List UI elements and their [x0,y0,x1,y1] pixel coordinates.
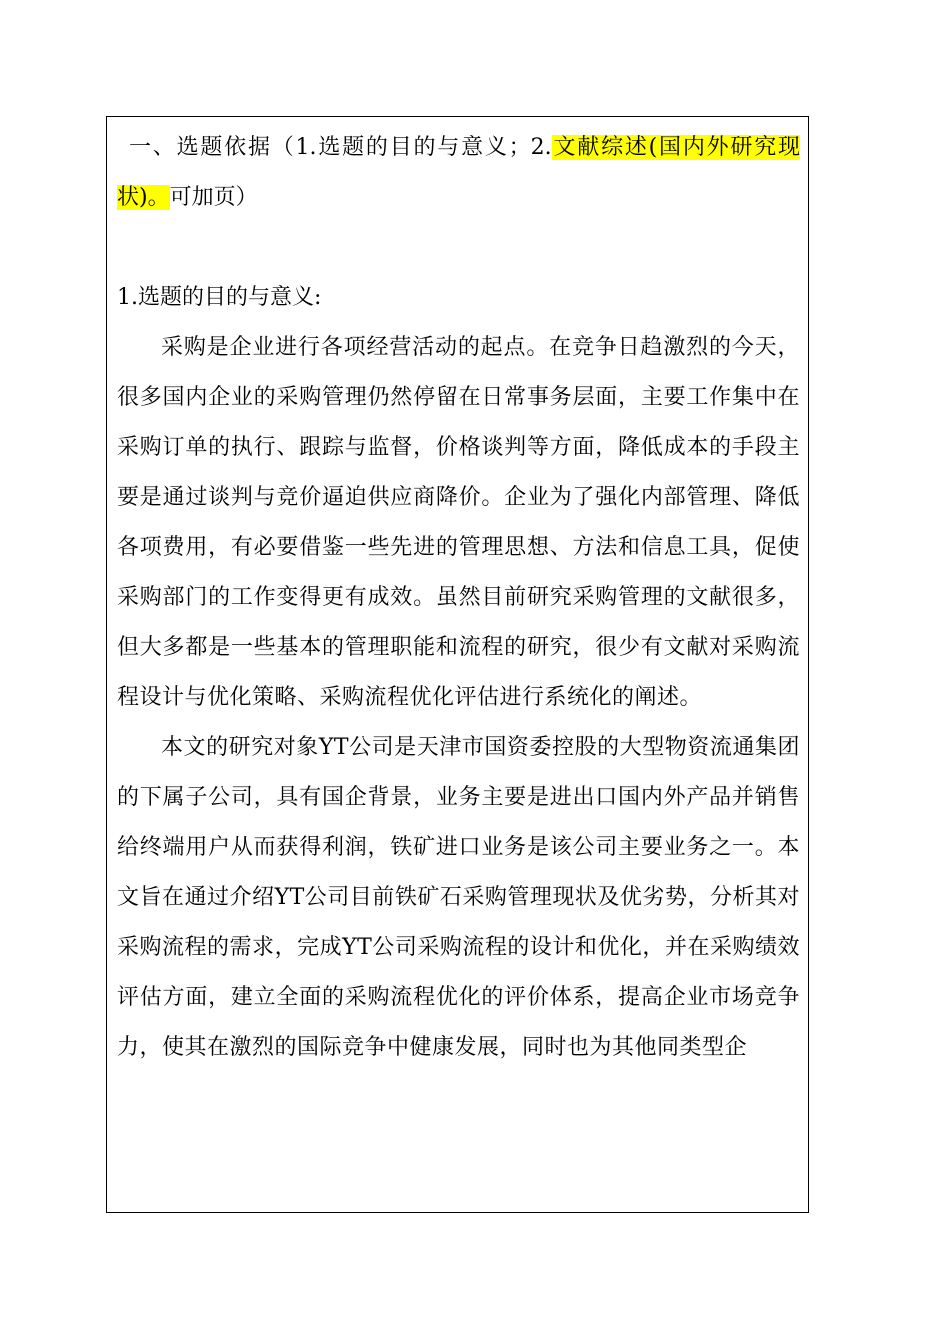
body-paragraph-1: 采购是企业进行各项经营活动的起点。在竞争日趋激烈的今天，很多国内企业的采购管理仍然停留在日常事务层面，主要工作集中在采购订单的执行、跟踪与监督，价格谈判等方面，降低成本的手段主要是通过谈判与竞价逼迫供应商降价。企业为了强化内部管理、降低各项费用，有必要借鉴一些先进的管理思想、方法和信息工具，促使采购部门的工作变得更有成效。虽然目前研究采购管理的文献很多，但大多都是一些基本的管理职能和流程的研究，很少有文献对采购流程设计与优化策略、采购流程优化评估进行系统化的阐述。 [117,335,800,710]
document-table-cell [106,116,809,1213]
heading-highlight: 文献综述(国内外研究现状)。 [117,135,800,210]
heading-text: 一、选题依据（1.选题的目的与意义；2. [129,135,552,160]
cell-content [117,123,800,1073]
body-paragraph-2: 本文的研究对象YT公司是天津市国资委控股的大型物资流通集团的下属子公司，具有国企背景，业务主要是进出口国内外产品并销售给终端用户从而获得利润，铁矿进口业务是该公司主要业务之一。本文旨在通过介绍YT公司目前铁矿石采购管理现状及优劣势，分析其对采购流程的需求，完成YT公司采购流程的设计和优化，并在采购绩效评估方面，建立全面的采购流程优化的评价体系，提高企业市场竞争力，使其在激烈的国际竞争中健康发展，同时也为其他同类型企 [117,735,800,1060]
blank-line [117,223,800,273]
heading-suffix: 可加页） [169,185,258,210]
subheading: 1.选题的目的与意义: [117,285,322,310]
section-heading [117,123,800,223]
